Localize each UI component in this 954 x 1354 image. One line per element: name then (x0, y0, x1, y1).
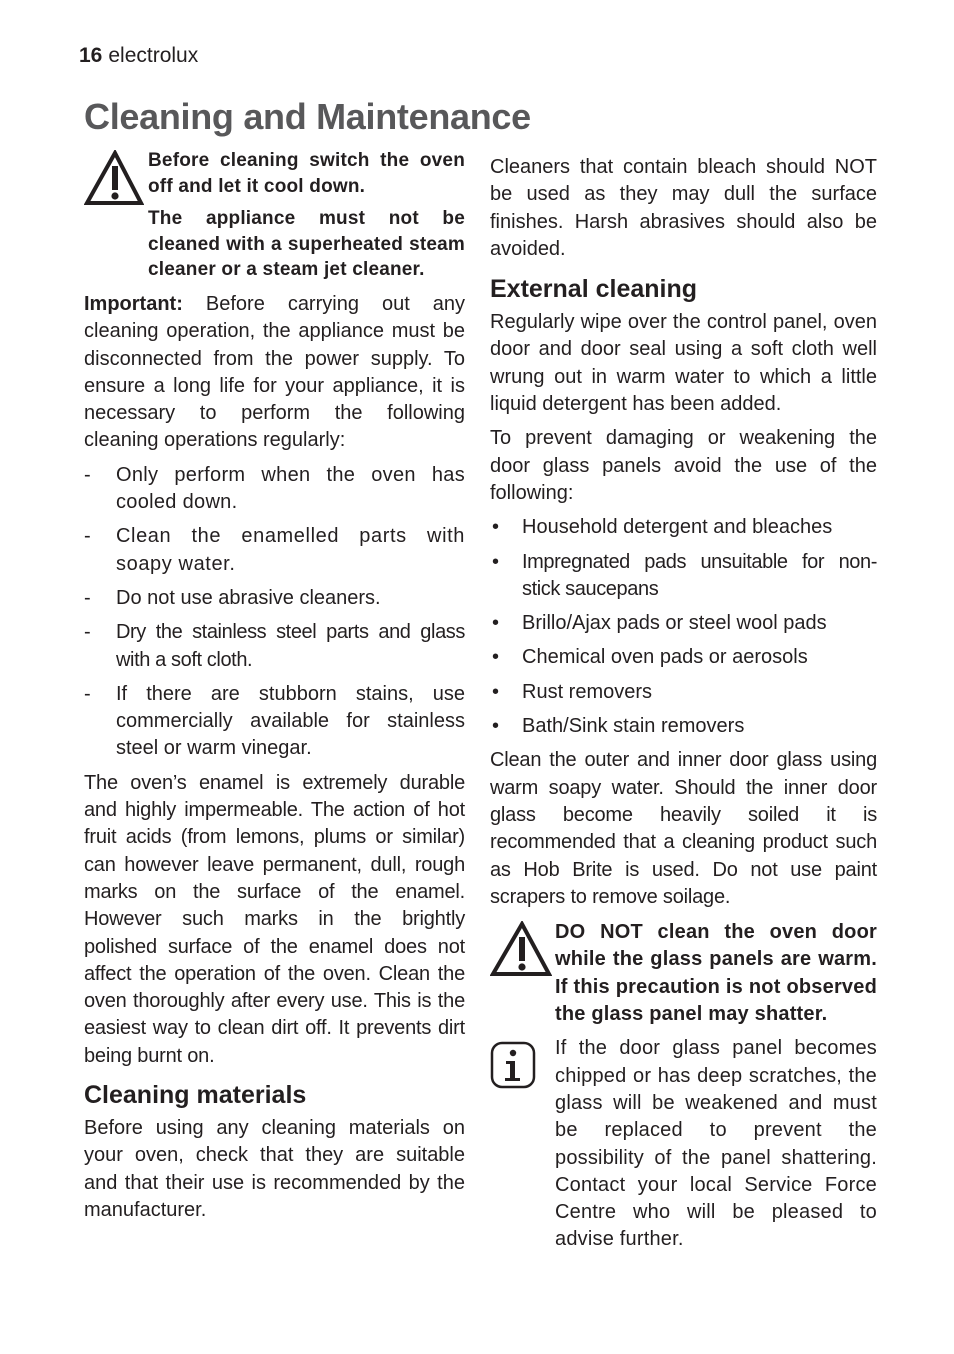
right-column (490, 154, 877, 1254)
avoid-paragraph: To prevent damaging or weakening the door glass panels avoid the use of the following: (490, 427, 877, 504)
page-header (79, 44, 198, 68)
bullet-marker: • (492, 516, 500, 539)
page-title: Cleaning and Maintenance (84, 96, 531, 137)
warning-triangle-icon (84, 150, 148, 283)
list-item: - Clean the enamelled parts with soapy water. (84, 525, 465, 575)
bullet-marker: • (492, 715, 500, 738)
info-icon (490, 1041, 555, 1253)
warning-block (490, 919, 877, 1028)
list-item: - Do not use abrasive cleaners. (84, 585, 465, 612)
list-item: - If there are stubborn stains, use commercially available for stainless steel or warm vinegar. (84, 682, 465, 760)
warning-text: The appliance must not be cleaned with a superheated steam cleaner or a steam jet cleaner. (148, 208, 465, 281)
important-label: Important: (84, 292, 183, 315)
warning-triangle-icon (490, 921, 555, 1028)
list-item: • Rust removers (490, 679, 877, 706)
warning-text: DO NOT clean the oven door while the glass panels are warm. If this precaution is not observed the glass panel may shatter. (555, 921, 877, 1026)
list-item: • Chemical oven pads or aerosols (490, 644, 877, 671)
list-item: • Bath/Sink stain removers (490, 713, 877, 740)
avoid-list (490, 514, 877, 740)
maintenance-list (84, 462, 465, 763)
cleaning-materials-heading: Cleaning materials (84, 1080, 307, 1109)
list-item: • Impregnated pads unsuitable for non-stick saucepans (492, 550, 877, 600)
external-cleaning-heading: External cleaning (490, 275, 698, 304)
bleach-paragraph: Cleaners that contain bleach should NOT be used as they may dull the surface finishes. Harsh abrasives should also be avoided. (490, 156, 877, 260)
bullet-marker: • (492, 550, 500, 573)
dash-marker: - (84, 525, 91, 548)
brand-name: electrolux (108, 44, 199, 67)
dash-marker: - (84, 463, 91, 486)
important-text: Before carrying out any cleaning operation, the appliance must be disconnected from the power supply. To ensure a long life for your appliance, it is necessary to perform the following cleaning operations regularly: (84, 292, 465, 452)
warning-text: Before cleaning switch the oven off and let it cool down. (148, 150, 465, 197)
info-text: If the door glass panel becomes chipped or has deep scratches, the glass will be weakened and must be replaced to prevent the possibility of the panel shattering. Contact your local Service Force Centre who will be pleased to advise further. (555, 1037, 877, 1251)
bullet-marker: • (492, 612, 500, 635)
list-item: - Only perform when the oven has cooled down. (84, 463, 465, 514)
bullet-marker: • (492, 646, 500, 669)
warning-block (84, 148, 465, 283)
info-block (490, 1035, 877, 1253)
glass-paragraph: Clean the outer and inner door glass using warm soapy water. Should the inner door glass become heavily soiled it is recommended that a cleaning product such as Hob Brite is used. Do not use paint scrapers to remove soilage. (490, 749, 877, 908)
page-number: 16 (79, 44, 103, 67)
list-item: - Dry the stainless steel parts and glass with a soft cloth. (84, 621, 465, 671)
dash-marker: - (84, 586, 91, 609)
important-paragraph (84, 291, 465, 455)
external-paragraph: Regularly wipe over the control panel, oven door and door seal using a soft cloth well wrung out in warm water to which a little liquid detergent has been added. (490, 311, 877, 416)
dash-marker: - (84, 682, 91, 705)
list-item: • Household detergent and bleaches (490, 514, 877, 541)
left-column (84, 148, 465, 1224)
materials-paragraph: Before using any cleaning materials on your oven, check that they are suitable and that their use is recommended by the manufacturer. (84, 1116, 465, 1221)
list-item: • Brillo/Ajax pads or steel wool pads (490, 610, 877, 637)
dash-marker: - (84, 621, 91, 644)
bullet-marker: • (492, 680, 500, 703)
enamel-paragraph: The oven’s enamel is extremely durable and highly impermeable. The action of hot fruit acids (from lemons, plums or similar) can however leave permanent, dull, rough marks on the surface of the enamel. However such marks in the brightly polished surface of the enamel does not affect the operation of the oven. Clean the oven thoroughly after every use. This is the easiest way to clean dirt off. It prevents dirt being burnt on. (84, 771, 465, 1067)
